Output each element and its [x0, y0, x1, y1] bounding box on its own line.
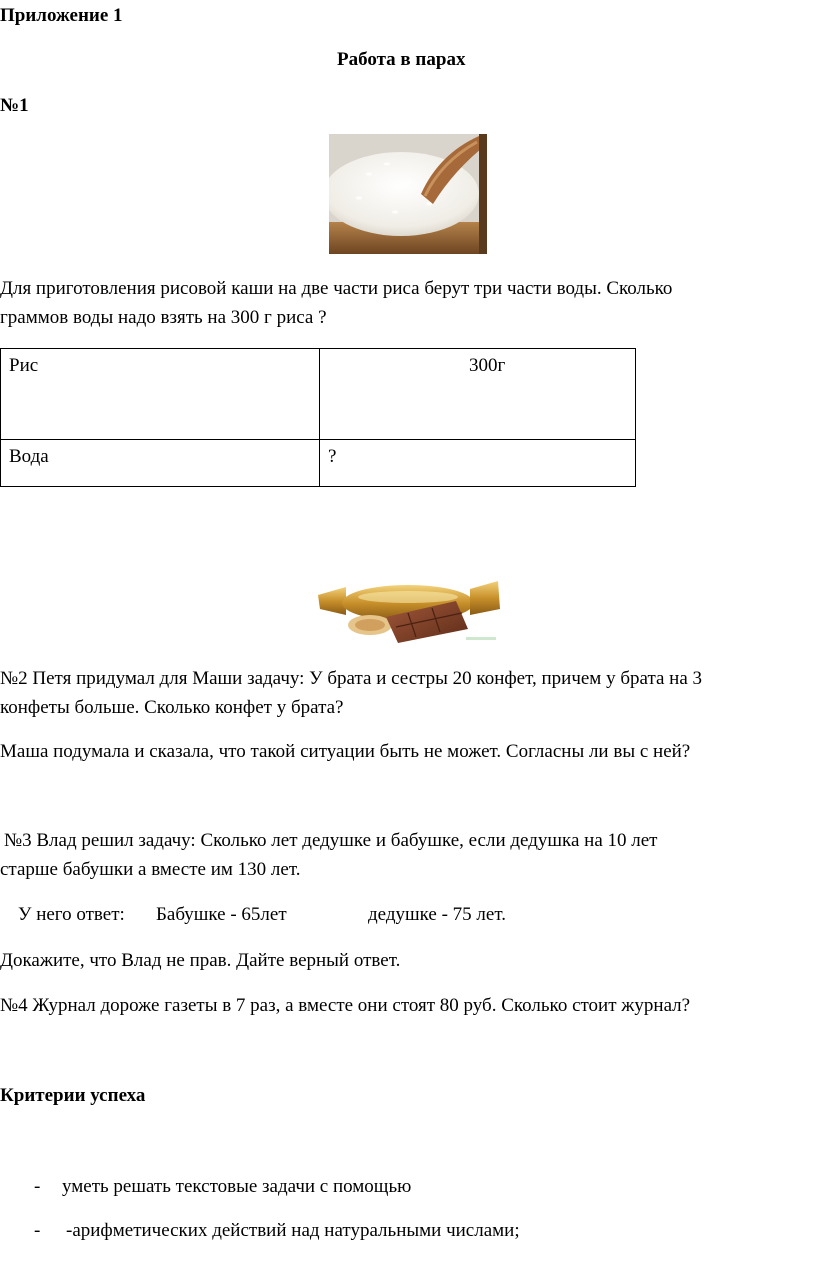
task1-number: №1: [0, 95, 29, 116]
table-row: [1, 440, 636, 487]
criteria-item-1-dash: -: [34, 1176, 41, 1197]
page-title: Работа в парах: [337, 49, 466, 70]
task4-line1: №4 Журнал дороже газеты в 7 раз, а вместе они стоят 80 руб. Сколько стоит журнал?: [0, 995, 691, 1016]
candy-image: [316, 575, 502, 645]
criteria-heading: Критерии успеха: [0, 1085, 146, 1106]
task3-answer-label: У него ответ:: [18, 904, 125, 925]
task3-line4: Докажите, что Влад не прав. Дайте верный ответ.: [0, 950, 401, 971]
criteria-item-2: -арифметических действий над натуральными числами;: [66, 1220, 520, 1241]
rice-value: 300г: [469, 355, 506, 376]
criteria-item-2-dash: -: [34, 1220, 41, 1241]
task3-line1: №3 Влад решил задачу: Сколько лет дедушке и бабушке, если дедушка на 10 лет: [4, 830, 658, 851]
table-row: [1, 349, 636, 440]
table-cell-water-label: Вода: [1, 440, 320, 487]
task3-answer-grandpa: дедушке - 75 лет.: [368, 904, 506, 925]
task3-answer-grandma: Бабушке - 65лет: [156, 904, 287, 925]
task2-line2: конфеты больше. Сколько конфет у брата?: [0, 697, 344, 718]
table-cell-water-value: ?: [320, 440, 636, 487]
task2-line3: Маша подумала и сказала, что такой ситуации быть не может. Согласны ли вы с ней?: [0, 741, 691, 762]
rice-water-table: [0, 348, 636, 487]
appendix-label: Приложение 1: [0, 5, 123, 26]
criteria-item-1: уметь решать текстовые задачи с помощью: [62, 1176, 412, 1197]
task1-text-line2: граммов воды надо взять на 300 г риса ?: [0, 307, 327, 328]
table-cell-rice-value: [320, 349, 636, 440]
table-cell-rice-label: Рис: [1, 349, 320, 440]
task2-line1: №2 Петя придумал для Маши задачу: У брата и сестры 20 конфет, причем у брата на 3: [0, 668, 703, 689]
task1-text-line1: Для приготовления рисовой каши на две части риса берут три части воды. Сколько: [0, 278, 673, 299]
task3-line2: старше бабушки а вместе им 130 лет.: [0, 859, 301, 880]
rice-bowl-image: [329, 134, 487, 254]
